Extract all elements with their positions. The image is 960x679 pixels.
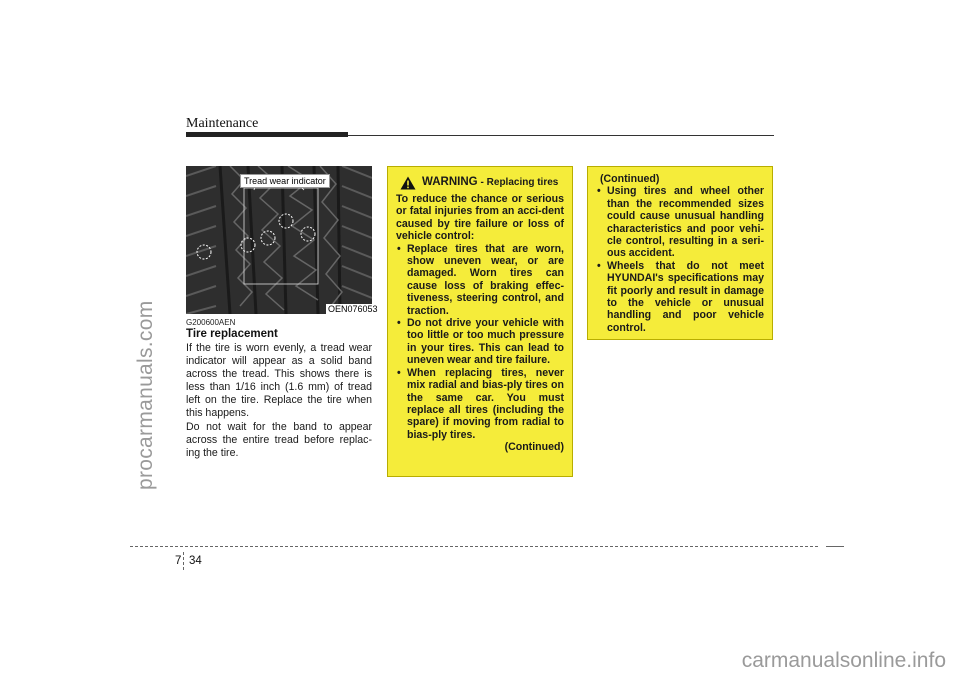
warning-box-continued <box>587 166 773 340</box>
warning-item: • Wheels that do not meet HYUNDAI's specifications may fit poorly and result in damage to the vehicle or unusual handling and poor vehicle control. <box>596 260 764 334</box>
bottom-watermark: carmanualsonline.info <box>741 649 946 672</box>
body-paragraph: If the tire is worn evenly, a tread wear indicator will appear as a solid band across the tread. This shows there is less than 1/16 inch (1.6 mm) of tread left on the tire. Replace the tire when this happens. <box>186 342 372 419</box>
tread-wear-indicator-label: Tread wear indicator <box>240 174 330 188</box>
reference-code: G200600AEN <box>186 318 236 327</box>
warning-list <box>396 243 564 442</box>
warning-item: • Replace tires that are worn, show uneven wear, or are damaged. Worn tires can cause loss of braking effec-tiveness, steering control, and traction. <box>396 243 564 317</box>
tire-tread-photo <box>186 166 372 314</box>
page-number-separator <box>183 552 184 570</box>
warning-triangle-icon <box>400 176 416 190</box>
figure-code: OEN076053 <box>328 304 378 314</box>
warning-box <box>387 166 573 477</box>
warning-list <box>596 185 764 334</box>
warning-intro: To reduce the chance or serious or fatal injuries from an acci-dent caused by tire failure or loss of vehicle control: <box>396 193 564 243</box>
header-rule <box>348 135 774 136</box>
continued-label: (Continued) <box>504 441 564 454</box>
section-title: Maintenance <box>186 116 259 131</box>
tire-tread-illustration <box>186 166 372 314</box>
warning-subtitle: - Replacing tires <box>480 177 559 188</box>
page-number: 34 <box>189 555 202 567</box>
header-bar <box>186 132 348 137</box>
warning-title: WARNING <box>422 176 478 188</box>
continued-label: (Continued) <box>600 173 660 185</box>
warning-item: • When replacing tires, never mix radial and bias-ply tires on the same car. You must replace all tires (including the spare) if moving from radial to bias-ply tires. <box>396 367 564 441</box>
subsection-heading: Tire replacement <box>186 328 278 340</box>
warning-item: • Using tires and wheel other than the recommended sizes could cause unusual handling characteristics and poor vehi-cle control, resulting in a seri-ous accident. <box>596 185 764 259</box>
warning-header <box>400 176 564 190</box>
footer-rule <box>130 546 818 547</box>
side-watermark: procarmanuals.com <box>134 300 157 490</box>
warning-item: • Do not drive your vehicle with too little or too much pressure in your tires. This can lead to uneven wear and tire failure. <box>396 317 564 367</box>
body-paragraph: Do not wait for the band to appear across the entire tread before replac-ing the tire. <box>186 421 372 459</box>
footer-rule-end <box>826 546 844 547</box>
section-number: 7 <box>175 555 182 567</box>
